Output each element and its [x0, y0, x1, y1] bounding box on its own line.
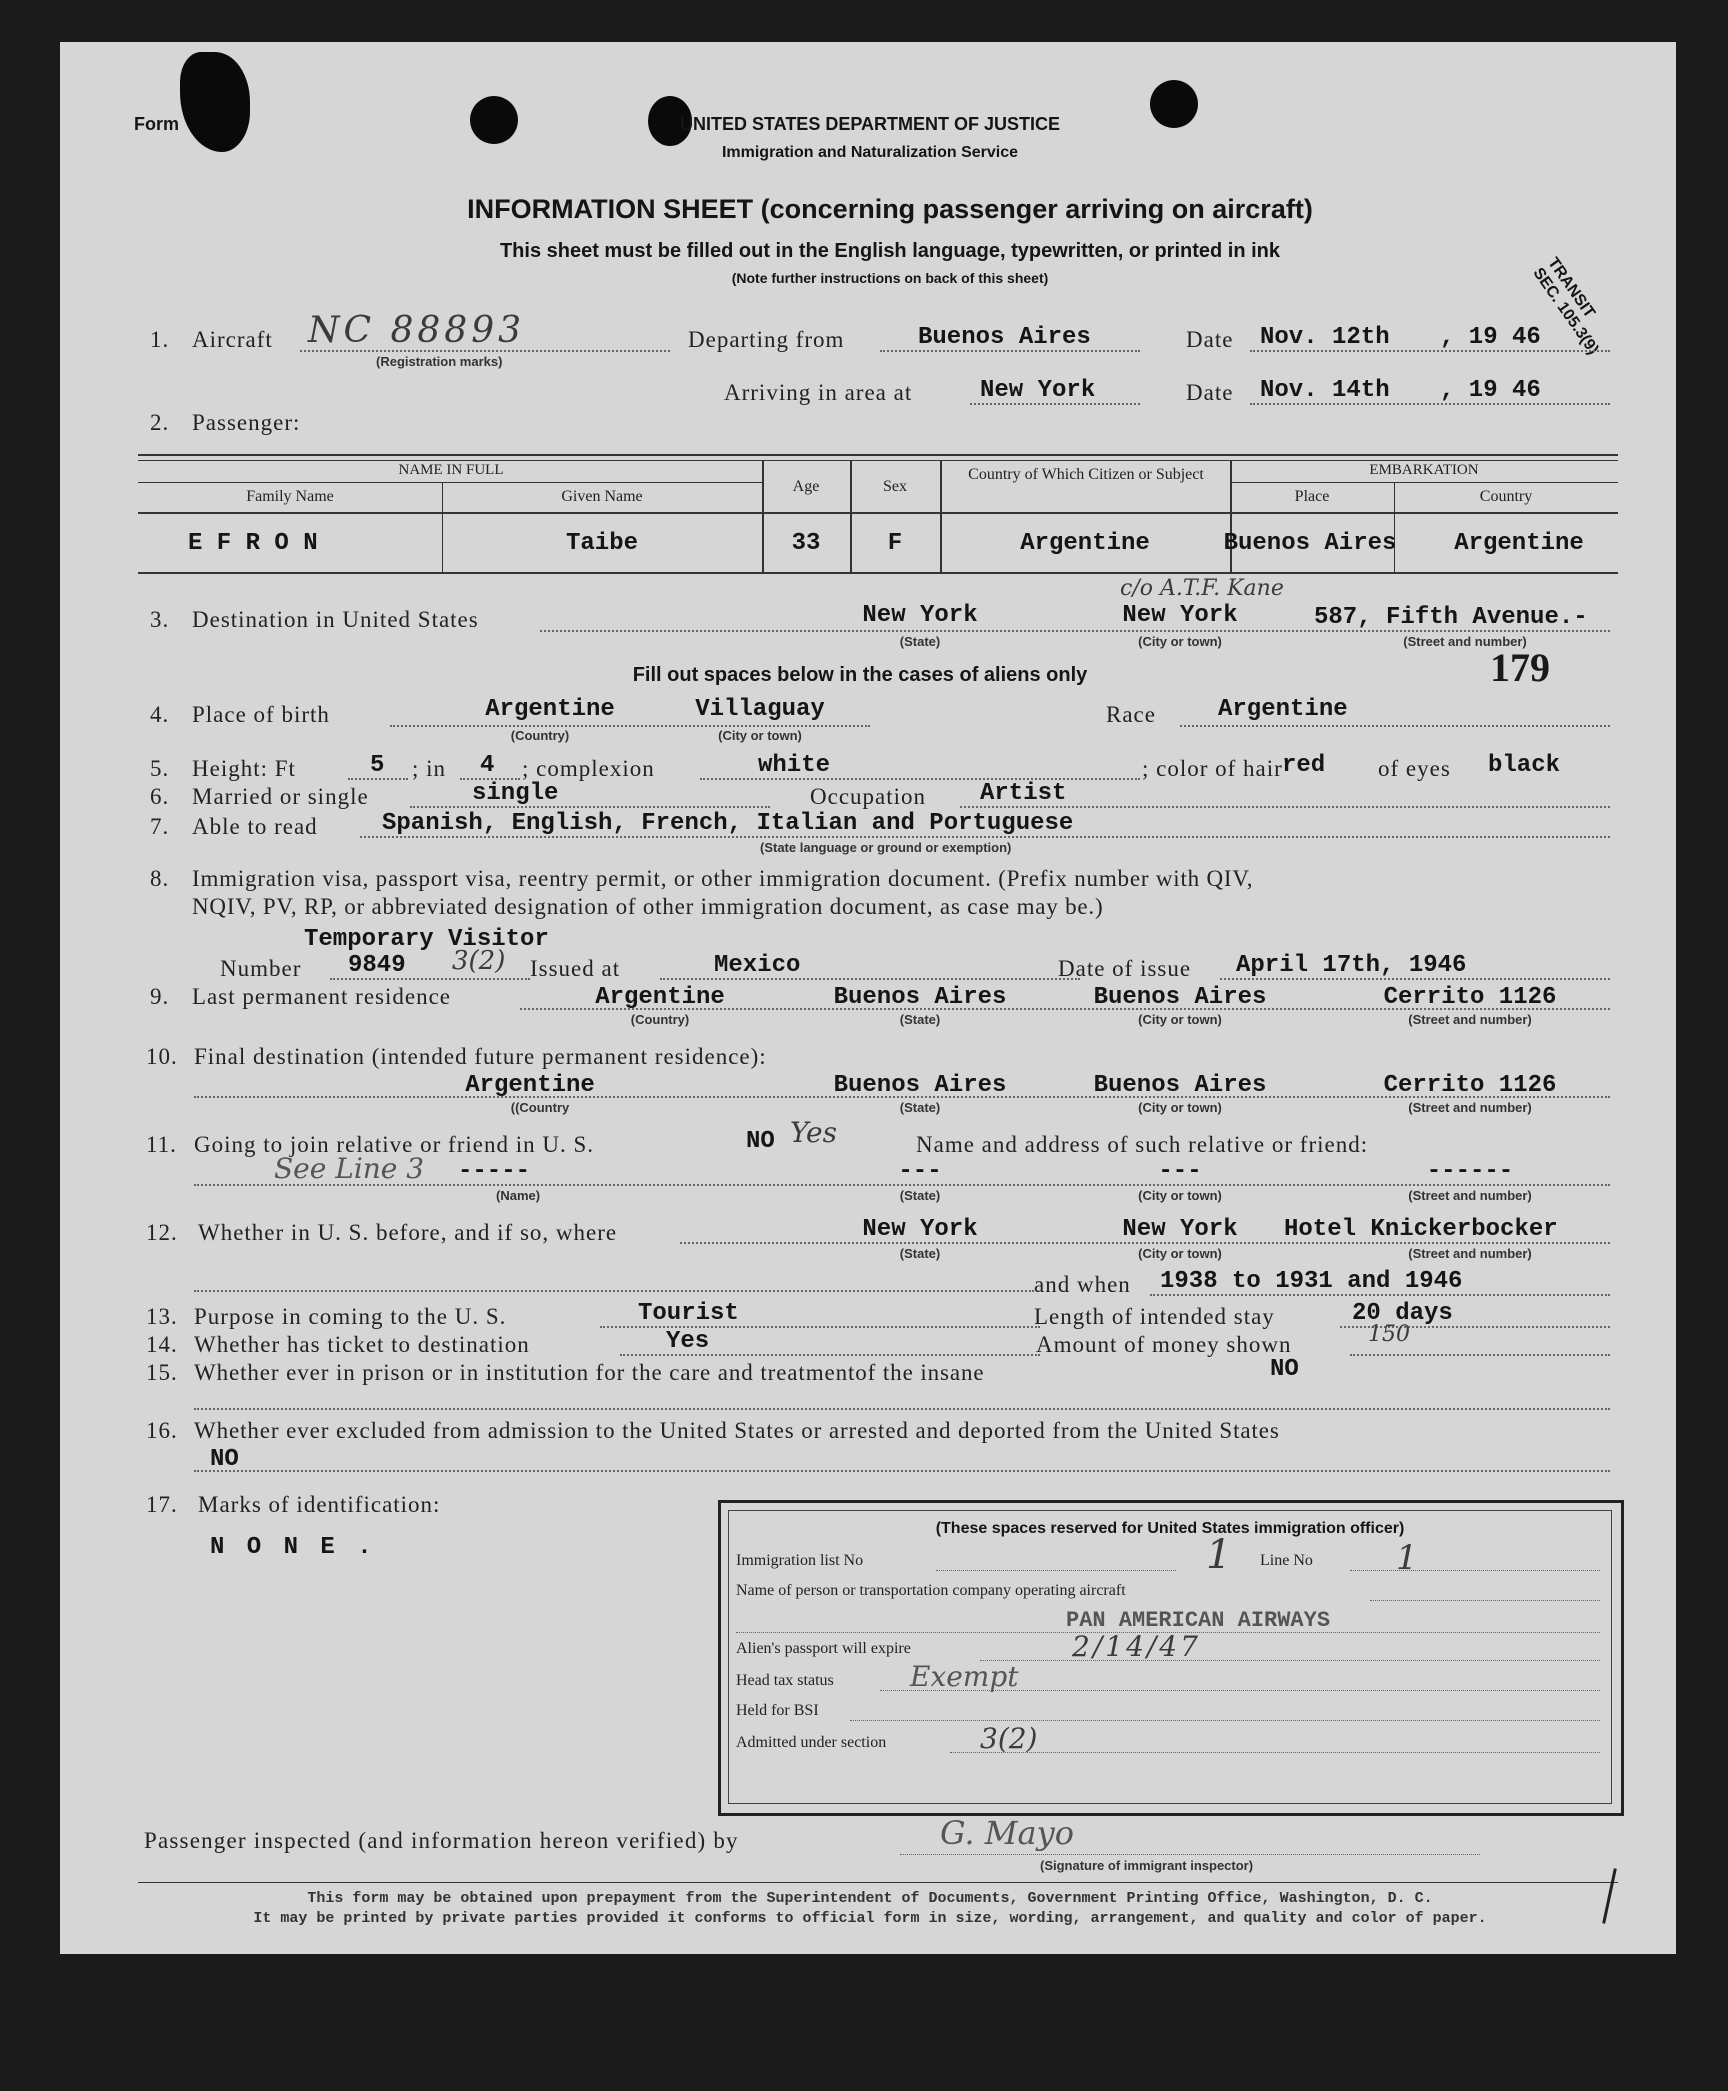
excluded-label: Whether ever excluded from admission to the United States or arrested and deported from the United States: [194, 1418, 1280, 1443]
final-state: Buenos Aires: [833, 1072, 1007, 1099]
item-number: 12.: [146, 1220, 178, 1245]
list-underline: [936, 1570, 1176, 1571]
eyes-value: black: [1488, 752, 1561, 779]
registration-caption: (Registration marks): [376, 354, 503, 369]
line-number-underline: [1350, 1570, 1600, 1571]
caption-street: (Street and number): [1408, 1100, 1532, 1115]
height-feet: 5: [370, 752, 385, 779]
read-caption: (State language or ground or exemption): [760, 840, 1012, 855]
final-destination-label: Final destination (intended future permanent residence):: [194, 1044, 767, 1069]
birth-city: Villaguay: [695, 696, 825, 723]
visa-instruction-1: Immigration visa, passport visa, reentry permit, or other immigration document. (Prefix number with QIV,: [192, 866, 1254, 891]
ticket-label: Whether has ticket to destination: [194, 1332, 530, 1357]
read-value: Spanish, English, French, Italian and Portuguese: [382, 810, 1074, 837]
destination-street: 587, Fifth Avenue.-: [1314, 604, 1588, 631]
prison-underline: [194, 1408, 1610, 1410]
immigration-list-value: 1: [1206, 1532, 1232, 1578]
torn-corner-mark: [180, 52, 250, 152]
passport-underline: [980, 1660, 1600, 1661]
aircraft-label: Aircraft: [192, 327, 273, 352]
race-label: Race: [1106, 702, 1156, 727]
departing-date-underline: [1250, 350, 1610, 352]
final-street: Cerrito 1126: [1383, 1072, 1557, 1099]
page-number: 179: [1490, 645, 1550, 690]
relative-name-handwritten: See Line 3: [274, 1152, 425, 1185]
relative-name-label: Name and address of such relative or friend:: [916, 1132, 1369, 1157]
money-value: 150: [1368, 1322, 1410, 1347]
before-state: New York: [862, 1216, 978, 1243]
purpose-label: Purpose in coming to the U. S.: [194, 1304, 507, 1329]
hair-value: red: [1282, 752, 1326, 779]
visa-number-underline: [330, 978, 530, 980]
item-number: 7.: [150, 814, 170, 839]
item-number: 8.: [150, 866, 170, 891]
visa-instruction-2: NQIV, PV, RP, or abbreviated designation of other immigration document, as case may be.): [192, 894, 1104, 919]
prison-label: Whether ever in prison or in institution for the care and treatmentof the insane: [194, 1360, 985, 1385]
issue-date-value: April 17th, 1946: [1236, 952, 1467, 979]
caption-city: (City or town): [1138, 1012, 1222, 1027]
item-number: 4.: [150, 702, 170, 727]
col-header-citizenship: Country of Which Citizen or Subject: [968, 466, 1204, 483]
residence-country: Argentine: [595, 984, 725, 1011]
visa-number: 9849: [348, 952, 406, 979]
destination-care-of: c/o A.T.F. Kane: [1120, 576, 1284, 601]
caption-street: (Street and number): [1408, 1012, 1532, 1027]
departing-date-label: Date: [1186, 327, 1234, 352]
caption-country: (Country): [510, 728, 570, 743]
inspector-signature: G. Mayo: [940, 1814, 1074, 1852]
marital-underline: [410, 806, 770, 808]
departing-city: Buenos Aires: [918, 324, 1091, 351]
aircraft-registration: NC 88893: [308, 310, 526, 351]
money-underline: [1350, 1354, 1610, 1356]
relative-value: NO: [746, 1128, 775, 1155]
col-header-age: Age: [792, 478, 820, 495]
purpose-value: Tourist: [638, 1300, 739, 1327]
feet-underline: [348, 778, 408, 780]
admitted-section-value: 3(2): [980, 1722, 1038, 1755]
before-second-underline: [194, 1290, 1034, 1292]
caption-city: (City or town): [1138, 1246, 1222, 1261]
occupation-value: Artist: [980, 780, 1067, 807]
passport-expiry-label: Alien's passport will expire: [736, 1640, 911, 1657]
issued-at-value: Mexico: [714, 952, 801, 979]
marks-value: N O N E .: [210, 1534, 376, 1561]
passenger-label: Passenger:: [192, 410, 301, 435]
relative-dash-city: ---: [1158, 1158, 1202, 1185]
excluded-value: NO: [210, 1446, 239, 1473]
final-city: Buenos Aires: [1093, 1072, 1267, 1099]
money-label: Amount of money shown: [1036, 1332, 1292, 1357]
item-number: 3.: [150, 607, 170, 632]
departing-label: Departing from: [688, 327, 845, 352]
item-number: 1.: [150, 327, 170, 352]
admitted-section-label: Admitted under section: [736, 1734, 887, 1751]
service-heading: Immigration and Naturalization Service: [721, 144, 1019, 161]
item-number: 15.: [146, 1360, 178, 1385]
destination-state: New York: [862, 602, 978, 629]
read-label: Able to read: [192, 814, 318, 839]
caption-state: (State): [899, 1246, 941, 1261]
item-number: 6.: [150, 784, 170, 809]
caption-city: (City or town): [1138, 1188, 1222, 1203]
form-number: Form: [134, 114, 179, 134]
col-header-family-name: Family Name: [246, 488, 334, 505]
residence-city: Buenos Aires: [1093, 984, 1267, 1011]
instruction-note: (Note further instructions on back of this sheet): [731, 270, 1049, 286]
col-header-emb-country: Country: [1479, 488, 1533, 505]
item-number: 16.: [146, 1418, 178, 1443]
caption-state: (State): [899, 1188, 941, 1203]
stay-label: Length of intended stay: [1034, 1304, 1275, 1329]
caption-name: (Name): [496, 1188, 541, 1203]
inches-label: ; in: [412, 756, 447, 781]
passport-expiry-value: 2/14/47: [1072, 1630, 1201, 1663]
item-number: 14.: [146, 1332, 178, 1357]
before-city: New York: [1122, 1216, 1238, 1243]
height-label: Height: Ft: [192, 756, 296, 781]
relative-dash-street: ------: [1426, 1158, 1514, 1185]
issue-date-underline: [1220, 978, 1610, 980]
company-label: Name of person or transportation company operating aircraft: [736, 1582, 1126, 1599]
immigration-list-label: Immigration list No: [736, 1552, 864, 1569]
residence-street: Cerrito 1126: [1383, 984, 1557, 1011]
marital-label: Married or single: [192, 784, 369, 809]
race-underline: [1180, 725, 1610, 727]
arriving-year: , 19 46: [1440, 377, 1541, 404]
passenger-given-name: Taibe: [565, 530, 638, 557]
bsi-underline: [850, 1720, 1600, 1721]
birth-country: Argentine: [485, 696, 615, 723]
complexion-label: ; complexion: [522, 756, 655, 781]
birth-underline: [390, 725, 870, 727]
caption-state: (State): [899, 1012, 941, 1027]
destination-city: New York: [1122, 602, 1238, 629]
col-header-given-name: Given Name: [561, 488, 643, 505]
caption-country: ((Country: [510, 1100, 570, 1115]
passenger-sex: F: [887, 530, 903, 557]
col-header-sex: Sex: [883, 478, 907, 495]
visa-type: Temporary Visitor: [304, 926, 549, 953]
caption-street: (Street and number): [1408, 1246, 1532, 1261]
document-page: [60, 42, 1676, 1954]
caption-city: (City or town): [1138, 634, 1222, 649]
issued-at-label: Issued at: [530, 956, 621, 981]
departing-date: Nov. 12th: [1260, 324, 1390, 351]
issued-underline: [660, 978, 1080, 980]
passenger-age: 33: [791, 530, 821, 557]
transit-stamp: TRANSIT SEC. 105.3(9): [1529, 254, 1602, 358]
stay-value: 20 days: [1352, 1300, 1453, 1327]
arriving-date-label: Date: [1186, 380, 1234, 405]
caption-street: (Street and number): [1403, 634, 1527, 649]
held-bsi-label: Held for BSI: [736, 1702, 819, 1719]
page-title: INFORMATION SHEET (concerning passenger arriving on aircraft): [467, 194, 1313, 224]
birth-label: Place of birth: [192, 702, 330, 727]
complexion-value: white: [758, 752, 831, 779]
col-header-embarkation: EMBARKATION: [1369, 462, 1479, 478]
signature-caption: (Signature of immigrant inspector): [1040, 1858, 1254, 1873]
line-number-label: Line No: [1260, 1552, 1313, 1569]
height-inches: 4: [480, 752, 495, 779]
admitted-underline: [950, 1752, 1600, 1753]
when-value: 1938 to 1931 and 1946: [1160, 1268, 1463, 1295]
officer-box-title: (These spaces reserved for United States immigration officer): [935, 1520, 1405, 1537]
arriving-date: Nov. 14th: [1260, 377, 1390, 404]
footer-line-1: This form may be obtained upon prepayment from the Superintendent of Documents, Government Printing Office, Washington, D. C.: [307, 1890, 1433, 1907]
tax-underline: [880, 1690, 1600, 1691]
inspected-label: Passenger inspected (and information hereon verified) by: [144, 1828, 739, 1853]
footer-rule: [138, 1882, 1618, 1883]
aircraft-underline: [300, 350, 670, 352]
embarkation-country: Argentine: [1454, 530, 1584, 557]
footer-line-2: It may be printed by private parties provided it conforms to official form in size, wording, arrangement, and quality and color of paper.: [253, 1910, 1487, 1927]
item-number: 5.: [150, 756, 170, 781]
before-street: Hotel Knickerbocker: [1284, 1216, 1558, 1243]
line-number-value: 1: [1396, 1538, 1418, 1578]
read-underline: [360, 836, 1610, 838]
item-number: 9.: [150, 984, 170, 1009]
eyes-label: of eyes: [1378, 756, 1451, 781]
head-tax-label: Head tax status: [736, 1672, 834, 1689]
caption-street: (Street and number): [1408, 1188, 1532, 1203]
arriving-underline: [970, 403, 1140, 405]
final-country: Argentine: [465, 1072, 595, 1099]
arriving-label: Arriving in area at: [724, 380, 913, 405]
item-number: 17.: [146, 1492, 178, 1517]
marks-label: Marks of identification:: [198, 1492, 441, 1517]
caption-country: (Country): [630, 1012, 690, 1027]
ticket-underline: [620, 1354, 1040, 1356]
col-header-name-in-full: NAME IN FULL: [398, 462, 504, 478]
when-underline: [1150, 1294, 1610, 1296]
relative-dash-name: -----: [458, 1158, 531, 1185]
department-heading: UNITED STATES DEPARTMENT OF JUSTICE: [679, 114, 1060, 134]
departing-year: , 19 46: [1440, 324, 1541, 351]
passenger-citizenship: Argentine: [1020, 530, 1150, 557]
visa-number-label: Number: [220, 956, 302, 981]
visa-number-handwritten: 3(2): [452, 946, 506, 976]
issue-date-label: Date of issue: [1058, 956, 1192, 981]
before-label: Whether in U. S. before, and if so, where: [198, 1220, 618, 1245]
departing-underline: [880, 350, 1140, 352]
punch-hole-left: [470, 96, 518, 144]
caption-city: (City or town): [718, 728, 802, 743]
item-number: 2.: [150, 410, 170, 435]
caption-state: (State): [899, 634, 941, 649]
company-stamp: PAN AMERICAN AIRWAYS: [1066, 1608, 1331, 1633]
item-number: 11.: [146, 1132, 177, 1157]
occupation-label: Occupation: [810, 784, 927, 809]
caption-city: (City or town): [1138, 1100, 1222, 1115]
embarkation-place: Buenos Aires: [1223, 530, 1397, 557]
when-label: and when: [1034, 1272, 1131, 1297]
ticket-value: Yes: [666, 1328, 710, 1355]
col-header-place: Place: [1294, 488, 1330, 505]
instruction-line: This sheet must be filled out in the English language, typewritten, or printed in ink: [499, 240, 1281, 262]
relative-label: Going to join relative or friend in U. S.: [194, 1132, 594, 1157]
aliens-only-note: Fill out spaces below in the cases of aliens only: [632, 664, 1088, 686]
item-number: 13.: [146, 1304, 178, 1329]
arriving-date-underline: [1250, 403, 1610, 405]
marital-value: single: [472, 780, 559, 807]
head-tax-value: Exempt: [910, 1660, 1019, 1693]
company-underline: [1370, 1600, 1600, 1601]
signature-underline: [900, 1854, 1480, 1855]
arriving-city: New York: [980, 377, 1096, 404]
residence-state: Buenos Aires: [833, 984, 1007, 1011]
occupation-underline: [960, 806, 1610, 808]
hair-label: ; color of hair: [1142, 756, 1283, 781]
prison-value: NO: [1270, 1356, 1299, 1383]
destination-label: Destination in United States: [192, 607, 479, 632]
residence-label: Last permanent residence: [192, 984, 451, 1009]
item-number: 10.: [146, 1044, 178, 1069]
excluded-underline: [194, 1470, 1610, 1472]
race-value: Argentine: [1218, 696, 1348, 723]
passenger-family-name: E F R O N: [188, 530, 318, 557]
relative-handwritten: Yes: [790, 1116, 837, 1149]
caption-state: (State): [899, 1100, 941, 1115]
relative-dash-state: ---: [898, 1158, 942, 1185]
complexion-underline: [700, 778, 1140, 780]
